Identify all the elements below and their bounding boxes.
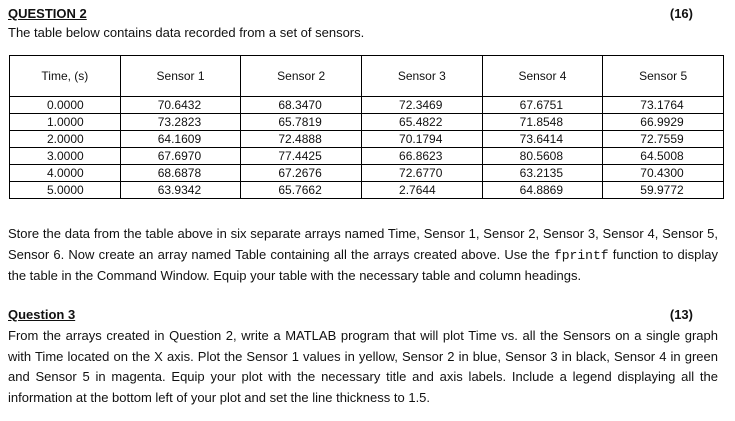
question-3-heading: Question 3 [8, 307, 76, 322]
sensor-5-cell: 64.5008 [603, 148, 724, 165]
table-row [10, 182, 724, 199]
sensor-2-cell: 77.4425 [241, 148, 362, 165]
column-header-sensor-1: Sensor 1 [120, 56, 241, 97]
table-row [10, 114, 724, 131]
sensor-4-cell: 71.8548 [482, 114, 603, 131]
table-header-row [10, 56, 724, 97]
sensor-3-cell: 66.8623 [362, 148, 483, 165]
fprintf-code: fprintf [553, 247, 609, 263]
column-header-sensor-4: Sensor 4 [482, 56, 603, 97]
question-2-heading: QUESTION 2 [8, 6, 87, 21]
column-header-sensor-5: Sensor 5 [603, 56, 724, 97]
column-header-sensor-3: Sensor 3 [362, 56, 483, 97]
sensor-1-cell: 64.1609 [120, 131, 241, 148]
question-2-marks: (16) [669, 6, 693, 21]
sensor-3-cell: 72.6770 [362, 165, 483, 182]
sensor-2-cell: 68.3470 [241, 97, 362, 114]
sensor-5-cell: 70.4300 [603, 165, 724, 182]
sensor-data-table [9, 55, 724, 199]
sensor-3-cell: 72.3469 [362, 97, 483, 114]
table-row [10, 165, 724, 182]
sensor-1-cell: 70.6432 [120, 97, 241, 114]
time-cell: 1.0000 [10, 114, 121, 131]
time-cell: 2.0000 [10, 131, 121, 148]
question-2-body-part2: function to display the table in the Command Window. Equip your table with the necessary table and column headings. [8, 246, 718, 283]
sensor-2-cell: 72.4888 [241, 131, 362, 148]
time-cell: 4.0000 [10, 165, 121, 182]
sensor-2-cell: 65.7819 [241, 114, 362, 131]
question-3-marks: (13) [669, 307, 693, 322]
sensor-4-cell: 63.2135 [482, 165, 603, 182]
column-header-time: Time, (s) [10, 56, 121, 97]
sensor-5-cell: 73.1764 [603, 97, 724, 114]
table-body [10, 97, 724, 199]
sensor-2-cell: 67.2676 [241, 165, 362, 182]
time-cell: 5.0000 [10, 182, 121, 199]
sensor-4-cell: 67.6751 [482, 97, 603, 114]
question-2-body-part1: Store the data from the table above in six separate arrays named Time, Sensor 1, Sensor 2, Sensor 3, Sensor 4, Sensor 5, Sensor 6. Now create an array named Table containing all the arrays created above. Use the [8, 226, 718, 262]
sensor-5-cell: 66.9929 [603, 114, 724, 131]
sensor-3-cell: 65.4822 [362, 114, 483, 131]
column-header-sensor-2: Sensor 2 [241, 56, 362, 97]
question-3-body: From the arrays created in Question 2, write a MATLAB program that will plot Time vs. all the Sensors on a single graph with Time located on the X axis. Plot the Sensor 1 values in yellow, Sensor 2 in blue, Sensor 3 in black, Sensor 4 in green and Sensor 5 in magenta. Equip your plot with the necessary title and axis labels. Include a legend displaying all the information at the bottom left of your plot and set the line thickness to 1.5. [8, 328, 718, 405]
sensor-5-cell: 59.9772 [603, 182, 724, 199]
question-2-intro: The table below contains data recorded from a set of sensors. [8, 25, 365, 40]
sensor-3-cell: 70.1794 [362, 131, 483, 148]
sensor-4-cell: 64.8869 [482, 182, 603, 199]
sensor-2-cell: 65.7662 [241, 182, 362, 199]
table-row [10, 131, 724, 148]
sensor-1-cell: 67.6970 [120, 148, 241, 165]
table-row [10, 97, 724, 114]
sensor-1-cell: 68.6878 [120, 165, 241, 182]
table-row [10, 148, 724, 165]
question-2-body [8, 224, 718, 287]
sensor-4-cell: 80.5608 [482, 148, 603, 165]
sensor-1-cell: 73.2823 [120, 114, 241, 131]
sensor-1-cell: 63.9342 [120, 182, 241, 199]
sensor-4-cell: 73.6414 [482, 131, 603, 148]
sensor-3-cell: 2.7644 [362, 182, 483, 199]
sensor-5-cell: 72.7559 [603, 131, 724, 148]
time-cell: 3.0000 [10, 148, 121, 165]
time-cell: 0.0000 [10, 97, 121, 114]
